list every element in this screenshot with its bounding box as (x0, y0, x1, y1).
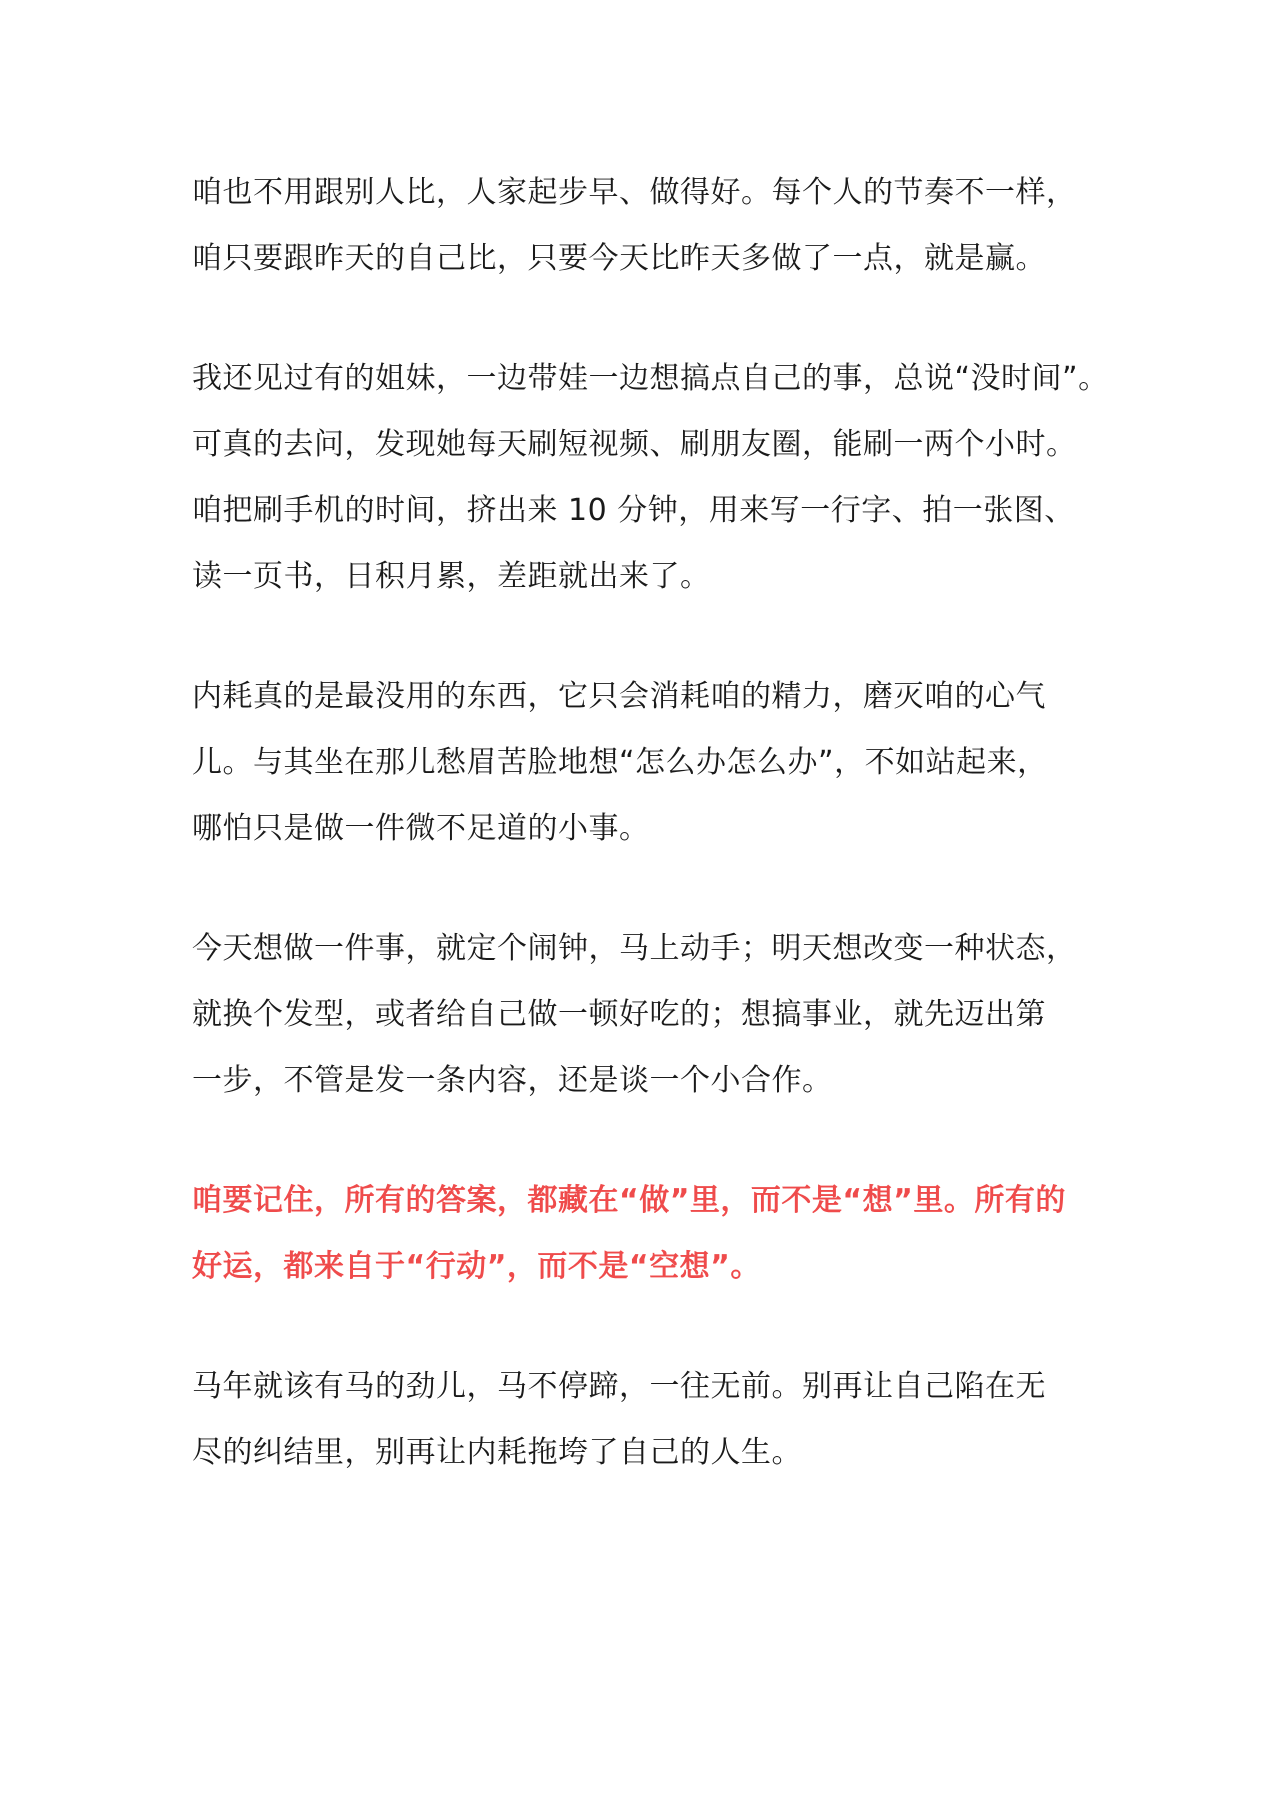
text-line: 就换个发型，或者给自己做一顿好吃的；想搞事业，就先迈出第 (192, 997, 1046, 1032)
text-line: 咱只要跟昨天的自己比，只要今天比昨天多做了一点，就是赢。 (192, 241, 1046, 276)
paragraph-no-time (192, 346, 1109, 610)
paragraph-horse-year (192, 1354, 1092, 1486)
text-line: 咱要记住，所有的答案，都藏在“做”里，而不是“想”里。所有的 (192, 1183, 1066, 1218)
text-line: 我还见过有的姐妹，一边带娃一边想搞点自己的事，总说“没时间”。 (192, 361, 1109, 396)
text-line: 好运，都来自于“行动”，而不是“空想”。 (192, 1249, 761, 1284)
text-line: 一步，不管是发一条内容，还是谈一个小合作。 (192, 1063, 833, 1098)
paragraph-compare-yesterday (192, 160, 1092, 292)
text-line: 咱也不用跟别人比，人家起步早、做得好。每个人的节奏不一样， (192, 175, 1077, 210)
paragraph-internal-friction (192, 664, 1092, 862)
text-line: 读一页书，日积月累，差距就出来了。 (192, 559, 711, 594)
text-line: 马年就该有马的劲儿，马不停蹄，一往无前。别再让自己陷在无 (192, 1369, 1046, 1404)
highlighted-paragraph (192, 1168, 1092, 1300)
article-body (192, 160, 1109, 1540)
text-line: 尽的纠结里，别再让内耗拖垮了自己的人生。 (192, 1435, 802, 1470)
text-line: 儿。与其坐在那儿愁眉苦脸地想“怎么办怎么办”，不如站起来， (192, 745, 1048, 780)
paragraph-take-action (192, 916, 1092, 1114)
text-line: 哪怕只是做一件微不足道的小事。 (192, 811, 650, 846)
text-line: 咱把刷手机的时间，挤出来 10 分钟，用来写一行字、拍一张图、 (192, 493, 1075, 528)
text-line: 今天想做一件事，就定个闹钟，马上动手；明天想改变一种状态， (192, 931, 1077, 966)
text-line: 可真的去问，发现她每天刷短视频、刷朋友圈，能刷一两个小时。 (192, 427, 1077, 462)
text-line: 内耗真的是最没用的东西，它只会消耗咱的精力，磨灭咱的心气 (192, 679, 1046, 714)
